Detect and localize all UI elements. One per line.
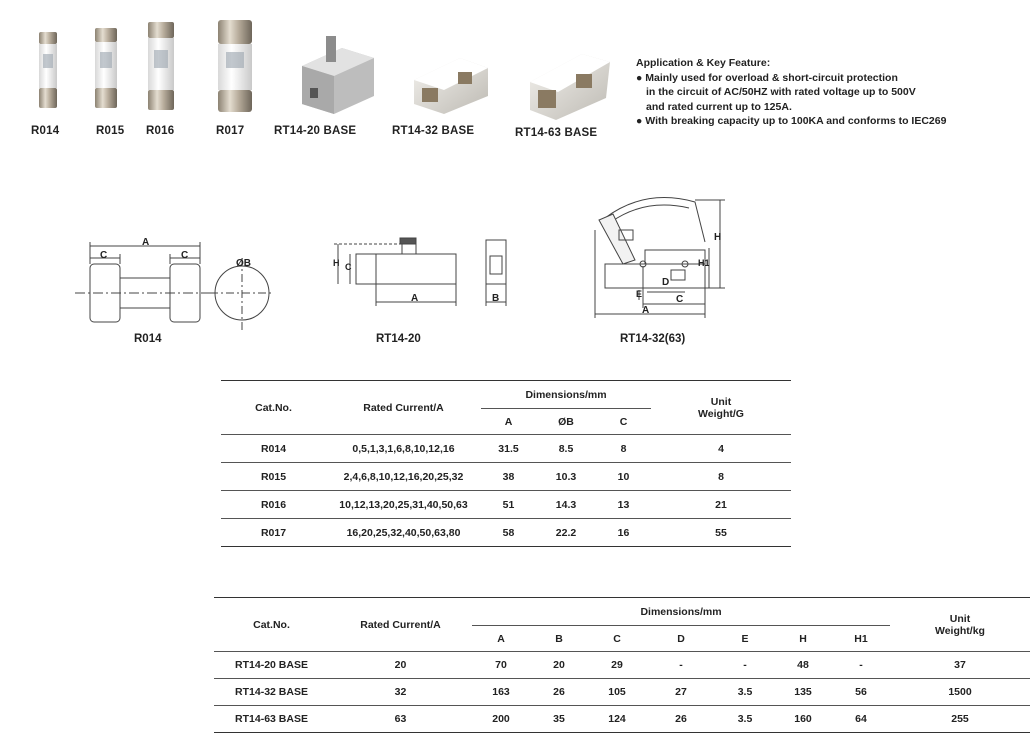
r015-fuse-photo (95, 28, 117, 108)
drawing-rt14-32-63 (585, 190, 730, 320)
r014-caption: R014 (134, 333, 162, 345)
rt14-20-dim-h: H (333, 258, 340, 268)
feature-list (636, 56, 946, 129)
feature-title: Application & Key Feature: (636, 57, 771, 69)
table-row: R017 16,20,25,32,40,50,63,80 58 22.2 16 55 (221, 519, 791, 547)
t1-header-a: A (504, 415, 513, 428)
t2-header-h1: H1 (854, 632, 868, 645)
r014-dim-c-right: C (181, 250, 189, 261)
rt14-32-dim-h: H (714, 232, 722, 243)
feature-line-1: ● Mainly used for overload & short-circuit protection (636, 71, 898, 84)
rt14-20-dim-b: B (492, 293, 500, 304)
product-label-r016: R016 (146, 125, 175, 137)
table-row: RT14-20 BASE 20 70 20 29 - - 48 - 37 (214, 652, 1030, 679)
r017-fuse-photo (218, 20, 252, 112)
t2-header-h: H (799, 632, 807, 645)
product-label-rt14-32-base: RT14-32 BASE (392, 125, 475, 137)
product-label-rt14-20-base: RT14-20 BASE (274, 125, 357, 137)
t2-header-c: C (613, 632, 621, 645)
t1-header-weight: Unit Weight/G (651, 381, 791, 435)
t1-header-cat: Cat.No. (221, 381, 326, 435)
t2-header-e: E (741, 632, 749, 645)
feature-line-3: and rated current up to 125A. (646, 100, 792, 113)
r014-fuse-photo (39, 32, 57, 108)
fuse-spec-table (221, 380, 791, 547)
rt14-20-dim-c: C (345, 262, 352, 272)
product-label-r015: R015 (96, 125, 125, 137)
rt14-32-dim-h1: H1 (698, 258, 710, 268)
table-row: R014 0,5,1,3,1,6,8,10,12,16 31.5 8.5 8 4 (221, 435, 791, 463)
t2-header-a: A (497, 632, 505, 645)
product-label-r014: R014 (31, 125, 60, 137)
table-row: RT14-63 BASE 63 200 35 124 26 3.5 160 64 255 (214, 706, 1030, 733)
t2-header-dimensions: Dimensions/mm (472, 598, 890, 626)
r014-dim-a: A (142, 237, 150, 248)
cut-off-header-text (60, 0, 440, 2)
table-row: RT14-32 BASE 32 163 26 105 27 3.5 135 56 1500 (214, 679, 1030, 706)
rt14-20-base-photo (302, 36, 374, 114)
product-photos (30, 18, 630, 123)
t2-header-d: D (677, 632, 685, 645)
feature-line-2: in the circuit of AC/50HZ with rated voltage up to 500V (646, 86, 916, 98)
t2-header-cat: Cat.No. (214, 598, 329, 652)
rt14-32-caption: RT14-32(63) (620, 333, 686, 345)
drawing-r014 (70, 228, 280, 338)
rt14-32-dim-e: E (636, 289, 643, 299)
base-spec-table (214, 597, 1030, 733)
feature-line-4: ● With breaking capacity up to 100KA and conforms to IEC269 (636, 115, 947, 127)
t1-header-c: C (619, 415, 628, 428)
r014-dim-b: ØB (236, 258, 251, 269)
rt14-20-caption: RT14-20 (376, 333, 421, 345)
rt14-20-dim-a: A (411, 293, 419, 304)
t1-header-rated: Rated Current/A (326, 381, 481, 435)
rt14-32-dim-c: C (676, 294, 684, 305)
product-label-rt14-63-base: RT14-63 BASE (515, 127, 598, 139)
rt14-32-dim-a: A (642, 305, 650, 316)
t2-header-b: B (555, 632, 563, 645)
r016-fuse-photo (148, 22, 174, 110)
t1-header-b: ØB (558, 415, 574, 428)
t2-header-rated: Rated Current/A (329, 598, 472, 652)
t2-header-weight: Unit Weight/kg (890, 598, 1030, 652)
t1-header-dimensions: Dimensions/mm (481, 381, 651, 409)
rt14-32-base-photo (414, 58, 488, 114)
table-row: R016 10,12,13,20,25,31,40,50,63 51 14.3 13 21 (221, 491, 791, 519)
table-row: R015 2,4,6,8,10,12,16,20,25,32 38 10.3 10 8 (221, 463, 791, 491)
product-label-r017: R017 (216, 125, 245, 137)
r014-dim-c-left: C (100, 250, 108, 261)
rt14-32-dim-d: D (662, 277, 670, 288)
rt14-63-base-photo (530, 54, 610, 120)
